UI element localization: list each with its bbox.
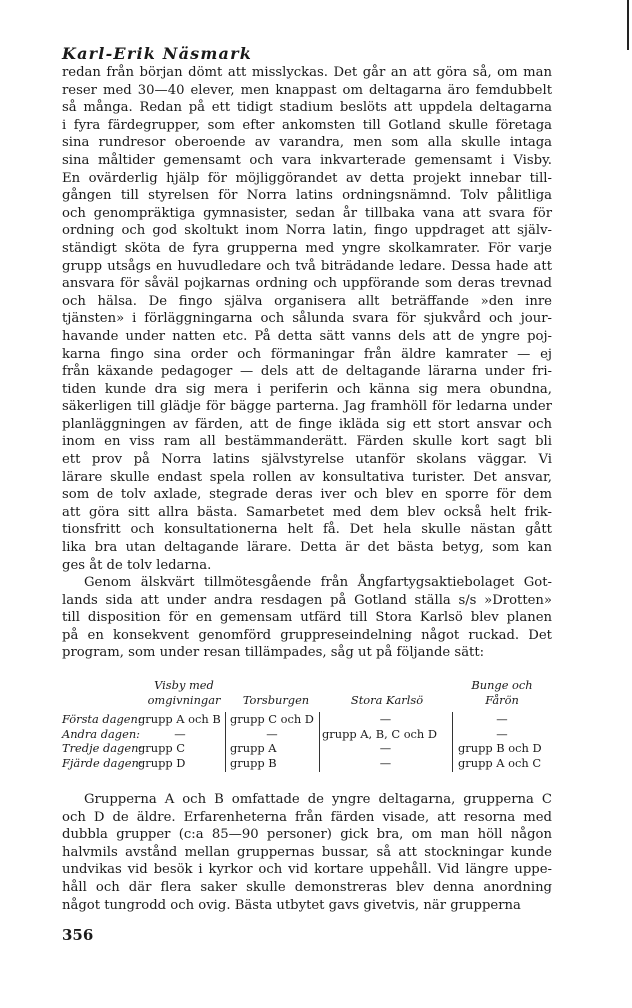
text-line: tionsfritt och konsultationerna helt få. Det hela skulle nästan gått <box>62 522 552 538</box>
text-line: sina måltider gemensamt och vara inkvarterade gemensamt i Visby. <box>62 152 552 168</box>
row-label: Första dagen: <box>62 712 142 726</box>
text-line: till disposition för en gemensam utfärd till Stora Karlsö blev planen <box>62 610 552 626</box>
text-line: att göra sitt allra bästa. Samarbetet med dem blev också helt frik- <box>62 504 552 520</box>
paragraph-1 <box>62 64 552 574</box>
column-header-bunge <box>452 678 552 707</box>
cell-torsburgen: grupp C och D <box>230 712 314 726</box>
text-line: karna fingo sina order och förmaningar från äldre kamrater — ej <box>62 346 552 362</box>
text-line: tjänsten» i förläggningarna och sålunda svara för sjukvård och jour- <box>62 311 552 327</box>
text-line: och hälsa. De fingo själva organisera allt beträffande »den inre <box>62 293 552 309</box>
column-header-visby-line2: omgivningar <box>147 692 221 707</box>
paragraph-3 <box>62 791 552 914</box>
cell-stora-karlso: — <box>379 755 392 770</box>
text-line: så många. Redan på ett tidigt stadium beslöts att uppdela deltagarna <box>62 100 552 116</box>
row-label: Tredje dagen: <box>62 741 143 756</box>
text-line: som de tolv axlade, stegrade deras iver och blev en sporre för dem <box>62 487 552 503</box>
text-line: och genompräktiga gymnasister, sedan år tillbaka vana att svara för <box>62 205 552 221</box>
cell-visby: grupp A och B <box>138 712 221 726</box>
column-header-visby-line1: Visby med <box>154 678 214 692</box>
text-line: program, som under resan tillämpades, såg ut på följande sätt: <box>62 645 485 661</box>
cell-bunge: grupp B och D <box>458 741 542 756</box>
text-line: ges åt de tolv ledarna. <box>62 557 212 573</box>
text-line: ständigt sköta de fyra grupperna med yngre skolkamrater. För varje <box>62 240 552 256</box>
text-line: inom en viss ram all bestämmanderätt. Färden skulle kort sagt bli <box>62 434 552 450</box>
column-header-stora-karlso: Stora Karlsö <box>350 692 424 707</box>
text-line: ordning och god skoltukt inom Norra latin, fingo uppdraget att själv- <box>62 223 552 239</box>
text-line: ansvara för såväl pojkarnas ordning och uppförande som deras trevnad <box>62 276 552 292</box>
column-header-bunge-line2: Fårön <box>485 692 519 707</box>
text-line: på en konsekvent genomförd gruppreseindelning något ruckad. Det <box>62 627 552 643</box>
text-line: något tungrodd och ovig. Bästa utbytet gavs givetvis, när grupperna <box>62 897 521 913</box>
row-label: Fjärde dagen: <box>62 755 143 770</box>
text-line: lärare skulle endast spela rollen av konsultativa turister. Det ansvar, <box>62 469 552 485</box>
paragraph-2 <box>62 574 552 662</box>
text-line: halvmils avstånd mellan gruppernas bussar, så att stockningar kunde <box>62 844 552 860</box>
text-line: håll och där flera saker skulle demonstreras blev denna anordning <box>62 879 552 895</box>
text-line: En ovärderlig hjälp för möjliggörandet av detta projekt innebar till- <box>62 170 552 186</box>
text-line: havande under natten etc. På detta sätt vanns dels att de yngre poj- <box>62 328 552 344</box>
text-line: Genom älskvärt tillmötesgående från Ångfartygsaktiebolaget Got- <box>84 575 552 590</box>
row-label: Andra dagen: <box>62 726 140 741</box>
text-line: ett prov på Norra latins självstyrelse utanför skolans väggar. Vi <box>62 452 552 468</box>
cell-stora-karlso: — <box>379 741 392 756</box>
text-line: undvikas vid besök i kyrkor och vid kortare uppehåll. Vid längre uppe- <box>62 862 552 878</box>
column-header-bunge-line1: Bunge och <box>471 678 533 692</box>
text-line: lands sida att under andra resdagen på Gotland ställa s/s »Drotten» <box>62 592 552 608</box>
cell-stora-karlso: grupp A, B, C och D <box>322 726 438 741</box>
text-line: i fyra färdegrupper, som efter ankomsten till Gotland skulle företaga <box>62 117 552 133</box>
text-line: grupp utsågs en huvudledare och två biträdande ledare. Dessa hade att <box>62 258 552 274</box>
page-number: 356 <box>62 926 94 944</box>
cell-visby: — <box>174 726 186 741</box>
column-divider <box>225 712 226 772</box>
cell-bunge: — <box>496 726 508 741</box>
cell-torsburgen: grupp A <box>230 741 277 756</box>
column-header-torsburgen: Torsburgen <box>242 692 310 707</box>
text-line: Grupperna A och B omfattade de yngre deltagarna, grupperna C <box>84 792 552 807</box>
cell-visby: grupp C <box>138 741 185 756</box>
text-line: gången till styrelsen för Norra latins ordningsnämnd. Tolv pålitliga <box>62 188 552 204</box>
cell-torsburgen: — <box>266 726 278 741</box>
cell-bunge: grupp A och C <box>458 755 542 770</box>
column-header-visby <box>128 678 240 707</box>
text-line: säkerligen till glädje för bägge parterna. Jag framhöll för ledarna under <box>62 399 552 415</box>
cell-visby: grupp D <box>138 755 186 770</box>
text-line: och D de äldre. Erfarenheterna från färden visade, att resorna med <box>62 809 552 825</box>
cell-stora-karlso: — <box>379 712 392 726</box>
text-line: dubbla grupper (c:a 85—90 personer) gick bra, om man höll någon <box>62 827 552 843</box>
cell-torsburgen: grupp B <box>230 755 277 770</box>
running-header-author: Karl-Erik Näsmark <box>62 44 252 63</box>
margin-rule <box>627 0 629 50</box>
text-line: tiden kunde dra sig mera i periferin och känna sig mera obundna, <box>62 381 552 397</box>
text-line: reser med 30—40 elever, men knappast om deltagarna äro femdubbelt <box>62 82 552 98</box>
text-line: lika bra utan deltagande lärare. Detta är det bästa betyg, som kan <box>62 540 552 556</box>
text-line: från käxande pedagoger — dels att de deltagande lärarna under fri- <box>62 364 552 380</box>
cell-bunge: — <box>496 712 508 726</box>
text-line: planläggningen av färden, att de finge ikläda sig ett stort ansvar och <box>62 416 552 432</box>
text-line: redan från början dömt att misslyckas. Det går an att göra så, om man <box>62 65 552 80</box>
text-line: sina rundresor oberoende av varandra, men som alla skulle intaga <box>62 135 552 151</box>
